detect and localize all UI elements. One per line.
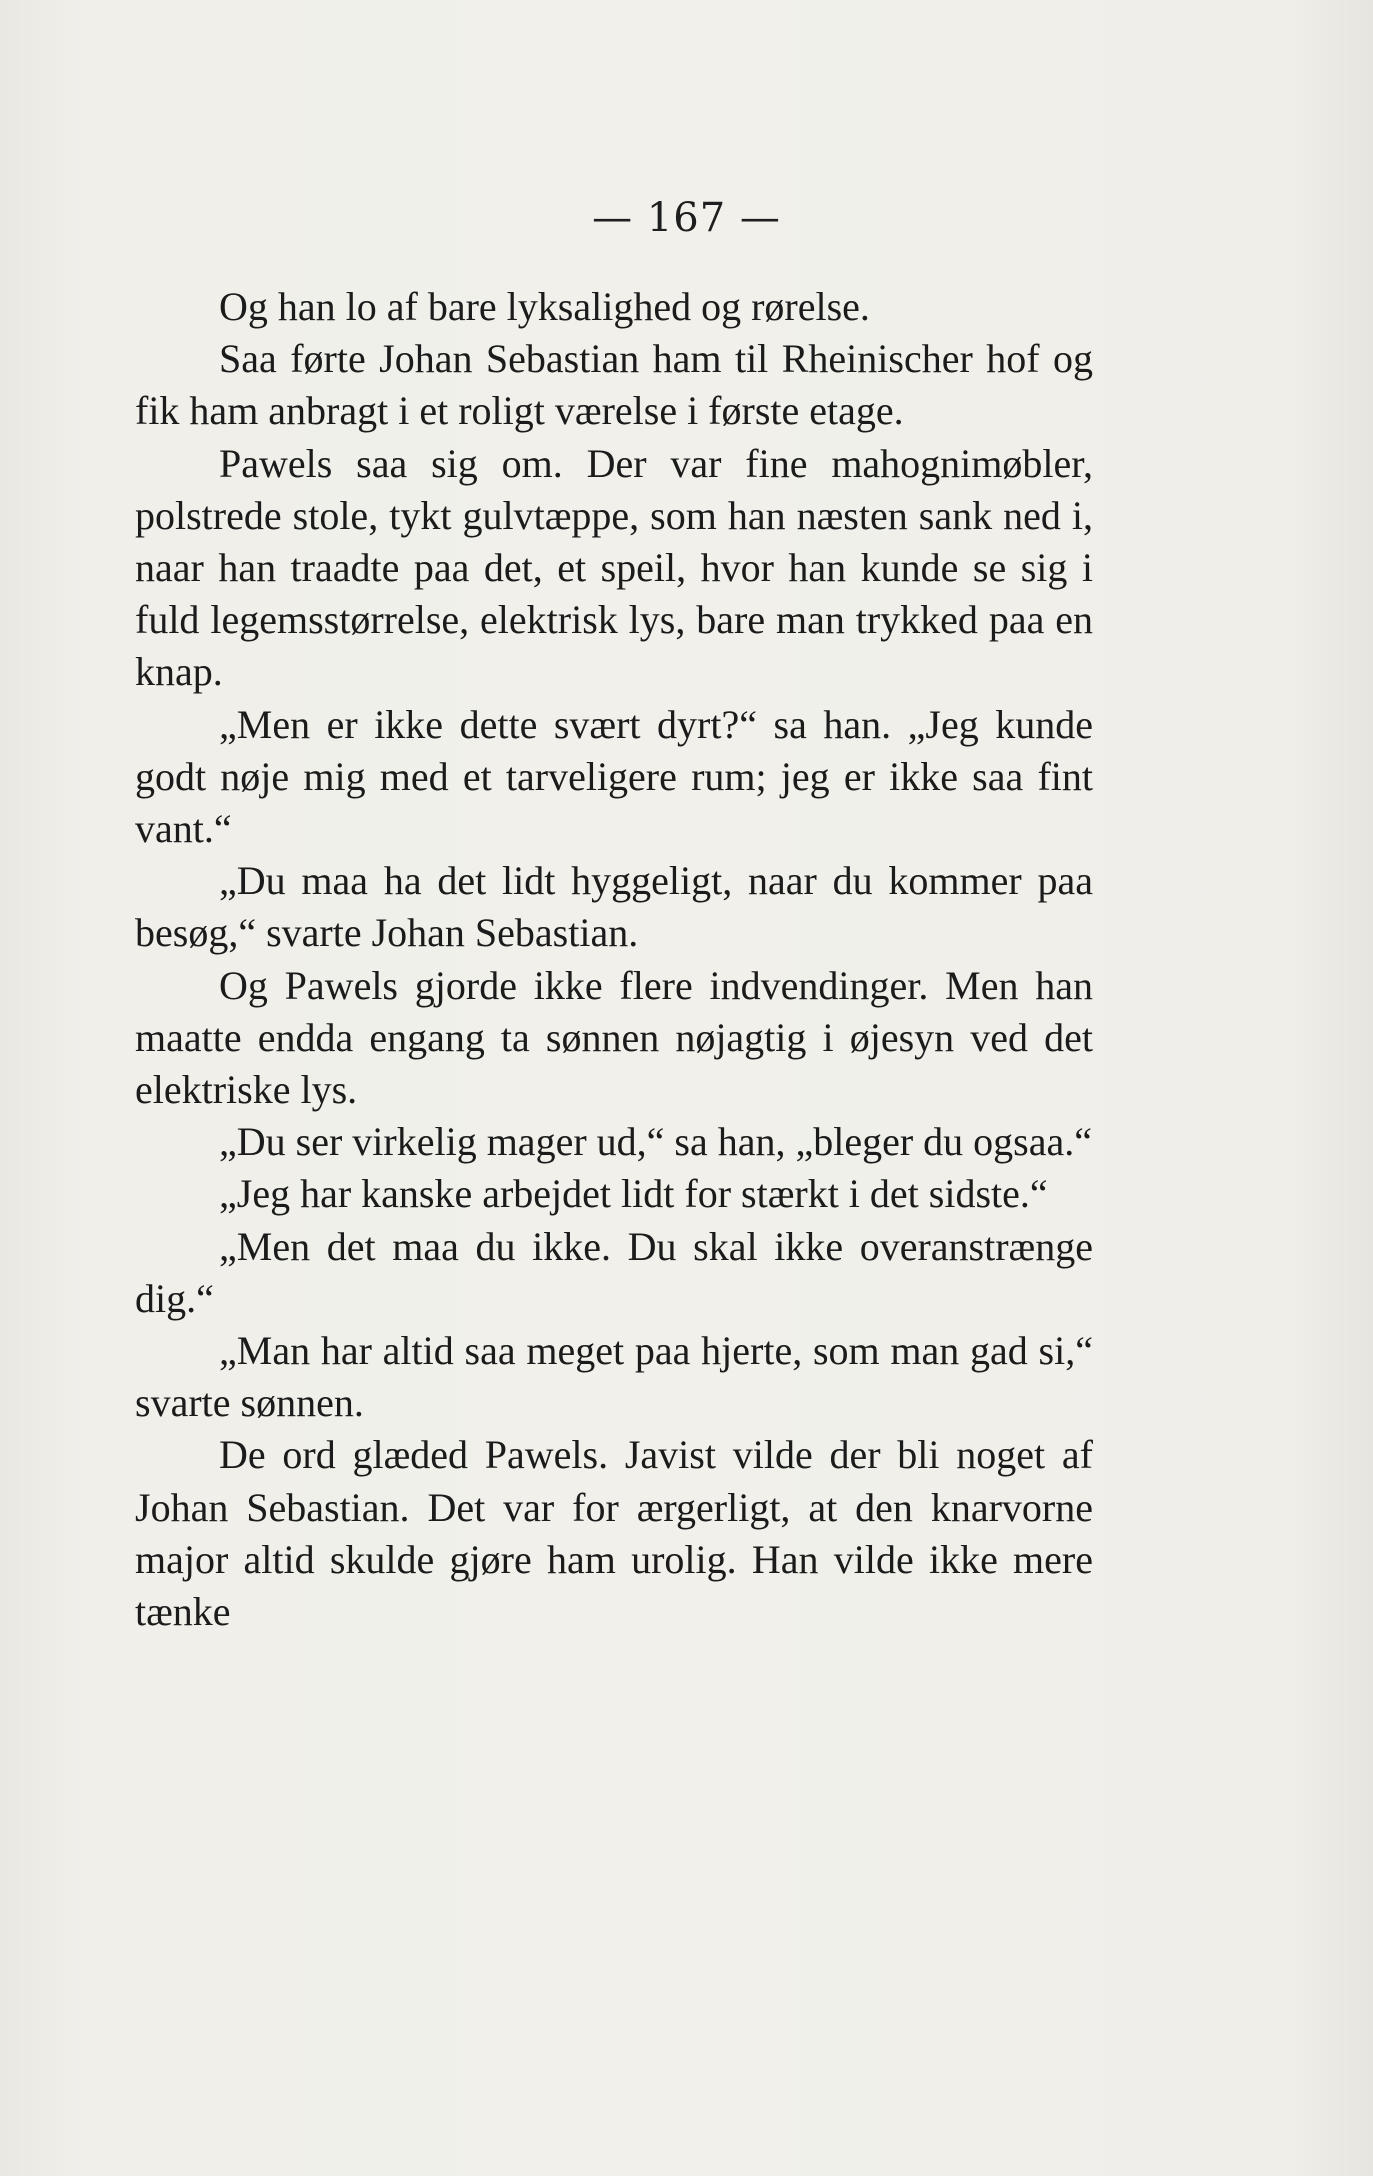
paragraph: „Man har altid saa meget paa hjerte, som man gad si,“ svarte sønnen. (135, 1328, 1093, 1426)
paragraph: Pawels saa sig om. Der var fine mahognimøbler, polstrede stole, tykt gulvtæppe, som han næsten sank ned i, naar han traadte paa det, et speil, hvor han kunde se sig i fuld legemsstørrelse, elektrisk lys, bare man trykked paa en knap. (135, 440, 1093, 695)
paragraph: „Du maa ha det lidt hyggeligt, naar du kommer paa besøg,“ svarte Johan Sebastian. (135, 858, 1093, 956)
paragraph: „Men det maa du ikke. Du skal ikke overanstrænge dig.“ (135, 1223, 1093, 1321)
paragraph: Og Pawels gjorde ikke flere indvendinger. Men han maatte endda engang ta sønnen nøjagtig i øjesyn ved det elektriske lys. (135, 962, 1093, 1113)
paragraph: Saa førte Johan Sebastian ham til Rheinischer hof og fik ham anbragt i et roligt værelse i første etage. (135, 336, 1093, 434)
paragraph: „Du ser virkelig mager ud,“ sa han, „bleger du ogsaa.“ (219, 1119, 1092, 1165)
paragraph: „Men er ikke dette svært dyrt?“ sa han. „Jeg kunde godt nøje mig med et tarveligere rum; jeg er ikke saa fint vant.“ (135, 701, 1093, 852)
page-number: — 167 — (592, 195, 781, 241)
body-text (135, 281, 1093, 1638)
paragraph: De ord glæded Pawels. Javist vilde der bli noget af Johan Sebastian. Det var for ærgerligt, at den knarvorne major altid skulde gjøre ham urolig. Han vilde ikke mere tænke (135, 1432, 1093, 1635)
paragraph: „Jeg har kanske arbejdet lidt for stærkt i det sidste.“ (219, 1171, 1048, 1217)
paragraph: Og han lo af bare lyksalighed og rørelse. (219, 284, 870, 329)
